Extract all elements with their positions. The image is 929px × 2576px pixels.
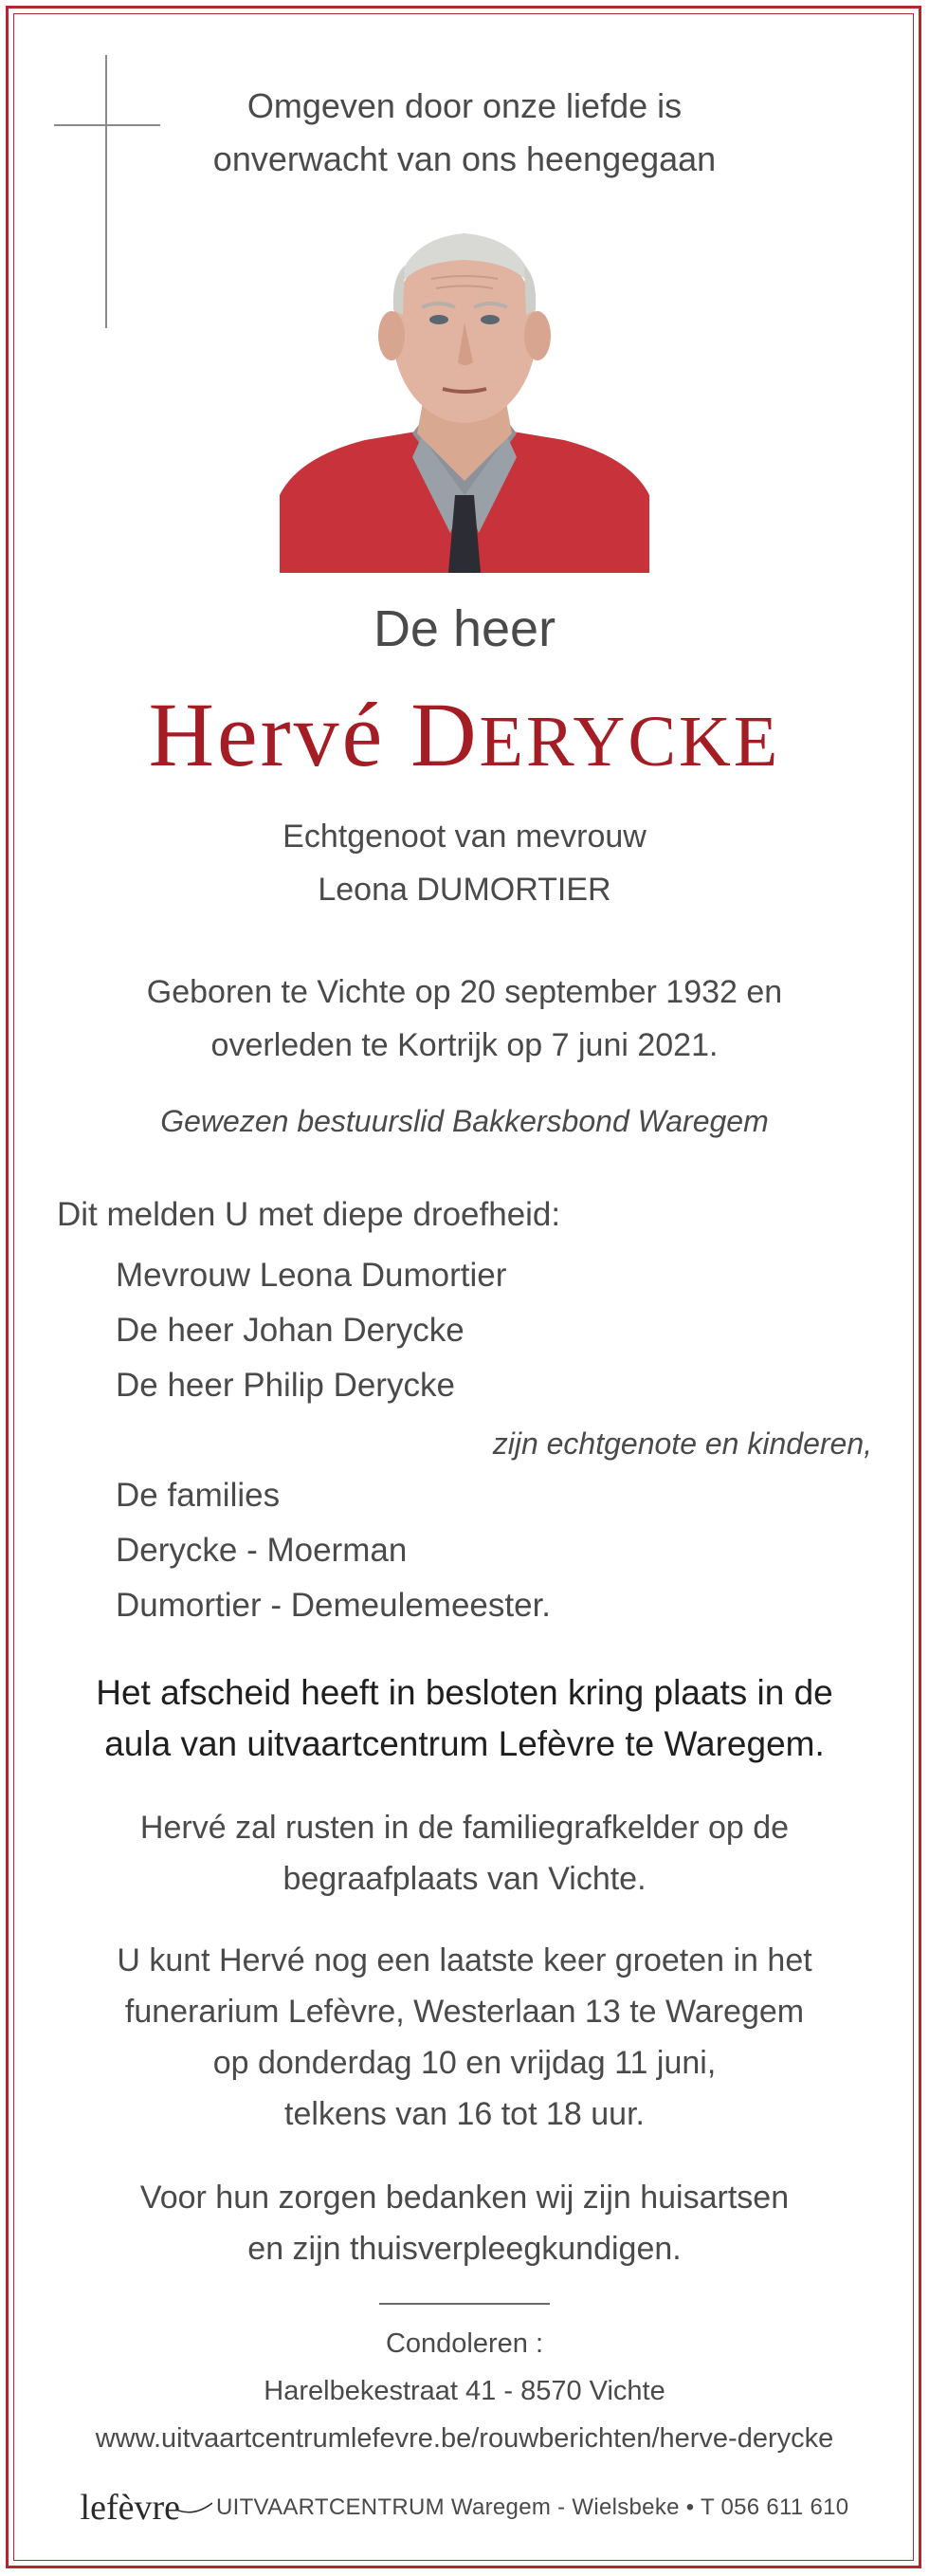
visit-line: U kunt Hervé nog een laatste keer groeten in het	[117, 1942, 812, 1978]
condolences-block	[0, 2320, 929, 2462]
deceased-name	[0, 683, 929, 794]
family-list-2	[116, 1468, 551, 1633]
visit-line: funerarium Lefèvre, Westerlaan 13 te Waregem	[124, 1994, 805, 2030]
rest-line: begraafplaats van Vichte.	[282, 1861, 647, 1897]
visit-line: op donderdag 10 en vrijdag 11 juni,	[212, 2045, 717, 2081]
spouse-text	[0, 810, 929, 916]
intro-line: onverwacht van ons heengegaan	[212, 139, 717, 178]
role-text: Gewezen bestuurslid Bakkersbond Waregem	[160, 1104, 769, 1138]
family-member: De heer Philip Derycke	[116, 1367, 455, 1404]
divider	[379, 2303, 550, 2305]
intro-text	[0, 80, 929, 186]
farewell-line: aula van uitvaartcentrum Lefèvre te Waregem.	[104, 1724, 825, 1763]
footer-text: UITVAARTCENTRUM Waregem - Wielsbeke • T 056 611 610	[215, 2494, 849, 2520]
last-name-rest: ERYCKE	[479, 702, 781, 782]
portrait-photo	[280, 220, 649, 573]
farewell-text	[0, 1667, 929, 1770]
condolences-address: Harelbekestraat 41 - 8570 Vichte	[264, 2376, 665, 2406]
thanks-text	[0, 2172, 929, 2274]
family-member: De heer Johan Derycke	[116, 1312, 464, 1349]
first-name: Hervé	[148, 684, 386, 785]
lefevre-logo: lefèvre	[80, 2488, 180, 2528]
honorific: De heer	[373, 600, 556, 657]
condolences-url[interactable]: www.uitvaartcentrumlefevre.be/rouwberichten/herve-derycke	[95, 2423, 834, 2454]
last-name-initial: D	[410, 684, 480, 785]
farewell-line: Het afscheid heeft in besloten kring plaats in de	[96, 1673, 833, 1712]
announcement-text: Dit melden U met diepe droefheid:	[57, 1196, 561, 1233]
spouse-line: Echtgenoot van mevrouw	[282, 819, 647, 855]
logo-swoosh-icon	[178, 2501, 212, 2514]
family-member: Mevrouw Leona Dumortier	[116, 1257, 507, 1294]
relation-text: zijn echtgenote en kinderen,	[492, 1426, 872, 1461]
family-member: Derycke - Moerman	[116, 1532, 408, 1569]
visitation-text	[0, 1935, 929, 2140]
spouse-name: Leona DUMORTIER	[318, 872, 611, 908]
thanks-line: en zijn thuisverpleegkundigen.	[247, 2231, 682, 2267]
family-member: Dumortier - Demeulemeester.	[116, 1587, 552, 1624]
family-list-1	[116, 1248, 506, 1413]
thanks-line: Voor hun zorgen bedanken wij zijn huisartsen	[139, 2180, 790, 2216]
footer	[0, 2487, 929, 2529]
death-line: overleden te Kortrijk op 7 juni 2021.	[210, 1027, 719, 1063]
resting-place-text	[0, 1802, 929, 1904]
family-member: De families	[116, 1477, 281, 1514]
birth-line: Geboren te Vichte op 20 september 1932 en	[146, 974, 783, 1010]
intro-line: Omgeven door onze liefde is	[246, 86, 683, 125]
birth-death-text	[0, 966, 929, 1072]
visit-line: telkens van 16 tot 18 uur.	[284, 2096, 645, 2132]
condolences-label: Condoleren :	[385, 2328, 544, 2359]
rest-line: Hervé zal rusten in de familiegrafkelder op de	[139, 1810, 790, 1846]
